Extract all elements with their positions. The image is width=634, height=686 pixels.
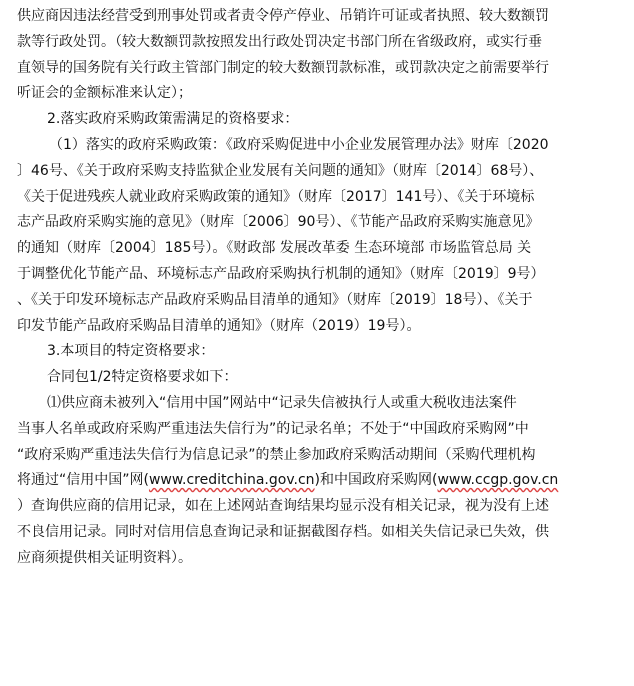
paragraph-line: 《关于促进残疾人就业政府采购政策的通知》（财库〔2017〕141号）、《关于环境标 bbox=[17, 188, 535, 205]
section-heading: 3.本项目的特定资格要求： bbox=[47, 343, 215, 360]
paragraph-line: 印发节能产品政府采购品目清单的通知》（财库（2019）19号）。 bbox=[17, 317, 421, 334]
paragraph-line: “政府采购严重违法失信行为信息记录”的禁止参加政府采购活动期间（采购代理机构 bbox=[17, 446, 536, 463]
paragraph-line: 、《关于印发环境标志产品政府采购品目清单的通知》（财库〔2019〕18号）、《关于 bbox=[17, 291, 533, 308]
creditchina-link[interactable]: www.creditchina.gov.cn bbox=[148, 472, 315, 489]
paragraph-line: ⑴供应商未被列入“信用中国”网站中“记录失信被执行人或重大税收违法案件 bbox=[47, 394, 517, 411]
paragraph-line: 的通知（财库〔2004〕185号）。《财政部 发展改革委 生态环境部 市场监管总局 关 bbox=[17, 240, 532, 257]
text-segment: )和中国政府采购网( bbox=[314, 472, 438, 489]
paragraph-line: 于调整优化节能产品、环境标志产品政府采购执行机制的通知》（财库〔2019〕9号） bbox=[17, 265, 545, 282]
paragraph-line: 供应商因违法经营受到刑事处罚或者责令停产停业、吊销许可证或者执照、较大数额罚 bbox=[17, 8, 549, 24]
paragraph-line: 应商须提供相关证明资料）。 bbox=[17, 549, 192, 566]
ccgp-link[interactable]: www.ccgp.gov.cn bbox=[437, 472, 559, 489]
section-heading: 2.落实政府采购政策需满足的资格要求： bbox=[47, 111, 299, 128]
paragraph-line: 款等行政处罚。（较大数额罚款按照发出行政处罚决定书部门所在省级政府，或实行垂 bbox=[17, 33, 542, 50]
paragraph-line-with-links bbox=[17, 468, 626, 494]
paragraph-line: 〕46号、《关于政府采购支持监狱企业发展有关问题的通知》（财库〔2014〕68号）、 bbox=[17, 162, 544, 179]
paragraph-line: 不良信用记录。同时对信用信息查询记录和证据截图存档。如相关失信记录已失效，供 bbox=[17, 523, 549, 540]
paragraph-line: 当事人名单或政府采购严重违法失信行为”的记录名单；不处于“中国政府采购网”中 bbox=[17, 420, 529, 437]
sub-heading: 合同包1/2特定资格要求如下： bbox=[47, 369, 238, 386]
paragraph-line: 听证会的金额标准来认定）； bbox=[17, 85, 192, 102]
paragraph-line: 直领导的国务院有关行政主管部门制定的较大数额罚款标准，或罚款决定之前需要举行 bbox=[17, 59, 549, 76]
paragraph-line: ）查询供应商的信用记录，如在上述网站查询结果均显示没有相关记录，视为没有上述 bbox=[17, 498, 549, 515]
paragraph-line: 志产品政府采购实施的意见》（财库〔2006〕90号）、《节能产品政府采购实施意见》 bbox=[17, 214, 540, 231]
paragraph-line: （1）落实的政府采购政策：《政府采购促进中小企业发展管理办法》财库〔2020 bbox=[49, 136, 549, 153]
text-segment: 将通过“信用中国”网( bbox=[17, 472, 149, 489]
